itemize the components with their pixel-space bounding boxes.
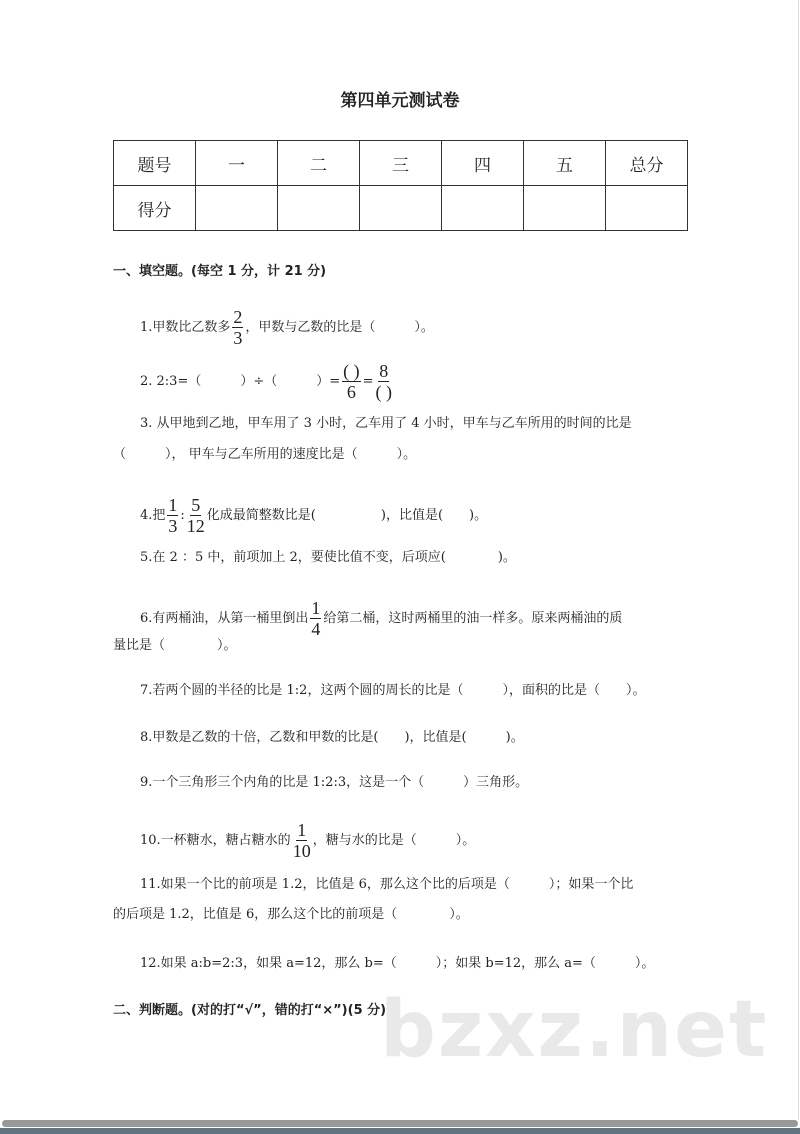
table-cell — [278, 186, 360, 231]
table-cell: 总分 — [606, 141, 688, 186]
question-4 — [140, 495, 487, 536]
question-7: 7.若两个圆的半径的比是 1:2，这两个圆的周长的比是（ ），面积的比是（ ）。 — [140, 683, 646, 698]
fraction — [293, 820, 311, 861]
denominator: ( ) — [375, 382, 393, 402]
question-11-line-1: 11.如果一个比的前项是 1.2，比值是 6，那么这个比的后项是（ ）；如果一个比 — [140, 877, 634, 892]
table-cell: 五 — [524, 141, 606, 186]
question-text: ，甲数与乙数的比是（ ）。 — [245, 320, 434, 335]
question-12: 12.如果 a:b=2:3，如果 a=12，那么 b=（ ）；如果 b=12，那么 a=（ ）。 — [140, 956, 655, 971]
table-cell: 二 — [278, 141, 360, 186]
question-3-line-2: （ ）， 甲车与乙车所用的速度比是（ ）。 — [113, 447, 417, 462]
table-cell: 四 — [442, 141, 524, 186]
fraction — [232, 307, 243, 348]
fraction — [342, 361, 361, 402]
denominator: 3 — [233, 328, 243, 348]
question-3-line-1: 3. 从甲地到乙地，甲车用了 3 小时，乙车用了 4 小时，甲车与乙车所用的时间的比是 — [140, 416, 632, 431]
table-cell: 一 — [196, 141, 278, 186]
bottom-bar — [0, 1128, 800, 1134]
score-table — [113, 140, 688, 231]
table-cell — [606, 186, 688, 231]
question-text: 10.一杯糖水，糖占糖水的 — [140, 833, 291, 848]
denominator: 3 — [168, 516, 178, 536]
question-1 — [140, 307, 434, 348]
question-6-line-2: 量比是（ ）。 — [113, 638, 237, 653]
question-text: ，糖与水的比是（ ）。 — [312, 833, 476, 848]
numerator: 2 — [233, 307, 243, 327]
question-11-line-2: 的后项是 1.2，比值是 6，那么这个比的前项是（ ）。 — [113, 907, 469, 922]
question-text: 化成最简整数比是( )，比值是( )。 — [206, 508, 488, 523]
fraction — [376, 361, 393, 402]
section-heading: 一、填空题。(每空 1 分，计 21 分) — [113, 264, 327, 279]
numerator: 5 — [191, 495, 201, 515]
colon: : — [180, 508, 185, 523]
page-edge — [798, 0, 799, 1120]
question-2 — [140, 361, 394, 402]
table-cell — [524, 186, 606, 231]
equals-sign: = — [362, 374, 374, 389]
table-row — [114, 141, 688, 186]
question-text: 2. 2:3=（ ）÷（ ）= — [140, 374, 341, 389]
table-cell: 得分 — [114, 186, 196, 231]
table-cell: 题号 — [114, 141, 196, 186]
table-cell — [442, 186, 524, 231]
fraction — [310, 598, 321, 639]
question-text: 4.把 — [140, 508, 166, 523]
numerator: 8 — [379, 361, 389, 381]
question-text: 1.甲数比乙数多 — [140, 320, 231, 335]
denominator: 4 — [311, 619, 321, 639]
question-5: 5.在 2 ：5 中，前项加上 2，要使比值不变，后项应( )。 — [140, 550, 516, 565]
horizontal-scrollbar[interactable] — [2, 1120, 798, 1127]
denominator: 6 — [346, 382, 356, 402]
question-9: 9.一个三角形三个内角的比是 1:2:3，这是一个（ ）三角形。 — [140, 775, 529, 790]
table-cell — [360, 186, 442, 231]
denominator: 12 — [186, 516, 205, 536]
table-cell: 三 — [360, 141, 442, 186]
fraction — [187, 495, 205, 536]
fraction — [167, 495, 178, 536]
question-6 — [140, 598, 622, 639]
question-8: 8.甲数是乙数的十倍，乙数和甲数的比是( )，比值是( )。 — [140, 730, 524, 745]
question-text: 给第二桶，这时两桶里的油一样多。原来两桶油的质 — [323, 611, 623, 626]
denominator: 10 — [292, 841, 311, 861]
watermark: bzxz.net — [380, 985, 769, 1075]
section-heading: 二、判断题。(对的打“√”，错的打“×”)(5 分) — [113, 1003, 387, 1018]
question-10 — [140, 820, 475, 861]
question-text: 6.有两桶油，从第一桶里倒出 — [140, 611, 309, 626]
numerator: 1 — [297, 820, 307, 840]
numerator: ( ) — [343, 361, 360, 381]
numerator: 1 — [168, 495, 178, 515]
table-row — [114, 186, 688, 231]
numerator: 1 — [311, 598, 321, 618]
table-cell — [196, 186, 278, 231]
page-title: 第四单元测试卷 — [340, 91, 460, 111]
